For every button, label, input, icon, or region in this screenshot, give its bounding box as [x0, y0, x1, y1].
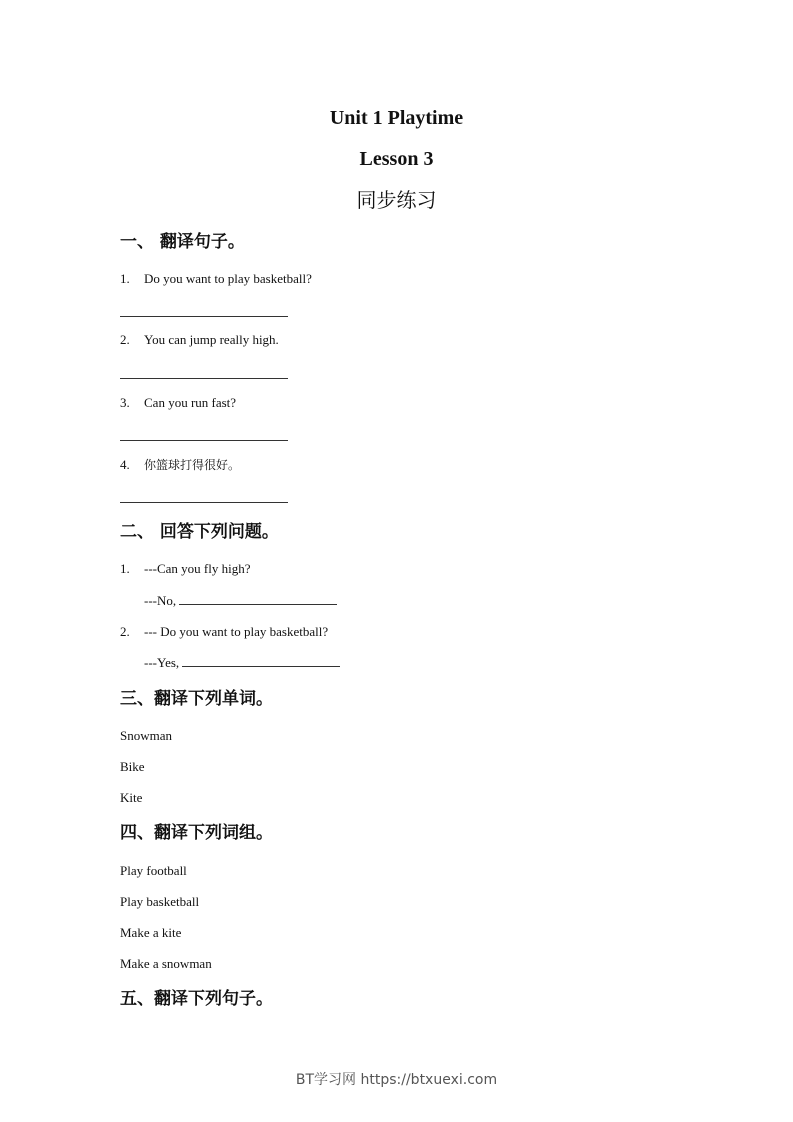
section-5-heading: 五、翻译下列句子。: [120, 989, 273, 1009]
answer-line: [120, 440, 288, 441]
question-1-3: [120, 393, 236, 413]
word-item: Bike: [120, 759, 145, 774]
footer-watermark: BT学习网 https://btxuexi.com: [295, 1072, 498, 1088]
section-2-heading: 二、 回答下列问题。: [120, 522, 279, 542]
question-number: 2.: [120, 624, 130, 639]
lesson-title: Lesson 3: [359, 148, 434, 170]
question-2-1: [120, 559, 251, 579]
answer-prefix: ---Yes,: [144, 655, 180, 670]
section-1-heading: 一、 翻译句子。: [120, 232, 245, 252]
question-text: ---Can you fly high?: [144, 561, 251, 576]
phrase-item: Play football: [120, 863, 187, 878]
phrase-item: Make a kite: [120, 925, 182, 940]
answer-2-1: [144, 591, 337, 611]
subtitle: 同步练习: [356, 188, 437, 212]
question-text: Do you want to play basketball?: [144, 271, 312, 286]
question-text: --- Do you want to play basketball?: [144, 624, 329, 639]
answer-prefix: ---No,: [144, 593, 177, 608]
word-item: Kite: [120, 790, 143, 805]
section-4-heading: 四、翻译下列词组。: [120, 823, 273, 843]
question-2-2: [120, 622, 328, 642]
question-number: 4.: [120, 457, 130, 472]
section-3-heading: 三、翻译下列单词。: [120, 689, 273, 709]
question-text: Can you run fast?: [144, 395, 237, 410]
question-1-4: [120, 455, 240, 475]
answer-line: [120, 378, 288, 379]
question-1-2: [120, 330, 279, 350]
answer-line: [120, 502, 288, 503]
answer-2-2: [144, 653, 340, 673]
answer-line: [120, 316, 288, 317]
question-text: 你篮球打得很好。: [144, 458, 241, 472]
word-item: Snowman: [120, 728, 172, 743]
question-number: 1.: [120, 271, 130, 286]
question-number: 2.: [120, 332, 130, 347]
question-number: 1.: [120, 561, 130, 576]
phrase-item: Make a snowman: [120, 956, 212, 971]
question-number: 3.: [120, 395, 130, 410]
question-text: You can jump really high.: [144, 332, 279, 347]
question-1-1: [120, 269, 312, 289]
doc-title: Unit 1 Playtime: [329, 107, 464, 129]
answer-blank: [179, 591, 337, 605]
answer-blank: [182, 653, 340, 667]
phrase-item: Play basketball: [120, 894, 200, 909]
